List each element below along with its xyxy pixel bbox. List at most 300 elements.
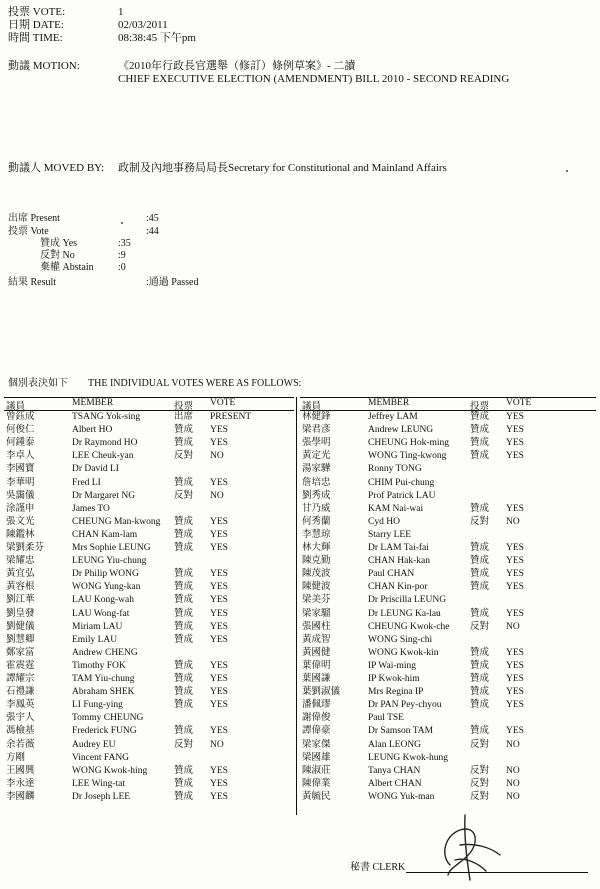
member-name-en: James TO <box>72 503 110 514</box>
member-vote-zh: 贊成 <box>174 660 194 671</box>
member-name-zh: 詹培忠 <box>302 477 331 488</box>
member-name-zh: 陳克勤 <box>302 556 331 567</box>
member-vote-en: YES <box>210 660 228 671</box>
member-vote-en: NO <box>506 516 520 527</box>
member-name-zh: 梁耀忠 <box>6 556 35 567</box>
member-row <box>4 699 294 712</box>
member-name-en: Tanya CHAN <box>368 765 421 776</box>
table-top-rule-left <box>4 397 294 398</box>
member-name-zh: 王國興 <box>6 765 35 776</box>
member-row <box>300 477 590 490</box>
motion-label: 動議 MOTION: <box>8 60 80 72</box>
member-vote-en: YES <box>506 674 524 684</box>
member-row <box>4 634 294 647</box>
member-vote-en: PRESENT <box>210 412 252 422</box>
member-name-en: CHIM Pui-chung <box>368 477 435 488</box>
member-row <box>4 516 294 529</box>
member-row <box>4 411 294 424</box>
scan-speck <box>566 170 568 172</box>
member-name-en: WONG Yung-kan <box>72 582 141 593</box>
member-name-en: CHEUNG Hok-ming <box>368 438 450 449</box>
member-name-en: Vincent FANG <box>72 752 130 763</box>
member-vote-zh: 反對 <box>174 451 194 462</box>
member-name-en: Abraham SHEK <box>72 687 135 698</box>
member-row <box>4 490 294 503</box>
member-name-en: Albert CHAN <box>368 778 422 789</box>
individual-heading-en: THE INDIVIDUAL VOTES WERE AS FOLLOWS: <box>88 378 302 389</box>
member-name-zh: 李國寶 <box>6 464 35 475</box>
member-name-zh: 林健鋒 <box>302 412 331 422</box>
member-vote-en: YES <box>210 438 228 449</box>
member-name-en: Ronny TONG <box>368 464 422 475</box>
member-name-zh: 陳鑑林 <box>6 529 35 540</box>
member-row <box>300 673 590 686</box>
left-header-member-zh: 議員 <box>6 402 26 412</box>
member-vote-en: YES <box>210 595 228 606</box>
member-name-zh: 陳健波 <box>302 582 331 593</box>
member-name-zh: 黃定光 <box>302 451 331 462</box>
member-vote-zh: 反對 <box>174 739 194 750</box>
member-name-en: Tommy CHEUNG <box>72 713 144 724</box>
member-vote-en: YES <box>210 425 228 436</box>
member-vote-en: NO <box>210 490 224 501</box>
member-name-zh: 涂謹申 <box>6 503 35 514</box>
member-name-zh: 陳偉業 <box>302 778 331 789</box>
member-vote-en: YES <box>506 700 524 711</box>
member-row <box>4 673 294 686</box>
member-name-zh: 葉劉淑儀 <box>302 687 341 698</box>
member-name-en: TAM Yiu-chung <box>72 674 135 684</box>
clerk-label: 秘書 CLERK <box>350 862 406 873</box>
member-name-zh: 黃成智 <box>302 634 331 645</box>
member-name-en: Dr David LI <box>72 464 119 475</box>
member-name-zh: 何秀蘭 <box>302 516 331 527</box>
member-name-en: WONG Ting-kwong <box>368 451 447 462</box>
member-row <box>4 463 294 476</box>
member-vote-zh: 贊成 <box>174 778 194 789</box>
member-vote-en: YES <box>506 647 524 658</box>
member-vote-zh: 贊成 <box>470 438 490 449</box>
member-vote-en: YES <box>506 438 524 449</box>
member-name-zh: 劉江華 <box>6 595 35 606</box>
member-row <box>4 647 294 660</box>
member-vote-zh: 贊成 <box>174 477 194 488</box>
no-value: :9 <box>118 250 126 261</box>
member-name-en: Jeffrey LAM <box>368 412 418 422</box>
member-name-en: Mrs Regina IP <box>368 687 424 698</box>
table-center-divider <box>296 397 297 815</box>
member-row <box>4 725 294 738</box>
member-name-zh: 劉秀成 <box>302 490 331 501</box>
member-row <box>4 686 294 699</box>
member-vote-zh: 贊成 <box>174 438 194 449</box>
member-name-zh: 張宇人 <box>6 713 35 724</box>
member-row <box>4 529 294 542</box>
member-row <box>300 594 590 607</box>
member-row <box>300 621 590 634</box>
member-vote-zh: 贊成 <box>174 425 194 436</box>
abstain-label: 棄權 Abstain <box>40 262 94 273</box>
member-name-en: CHAN Kin-por <box>368 582 428 593</box>
member-name-en: Dr Philip WONG <box>72 569 139 580</box>
moved-by-value: 政制及內地事務局局長Secretary for Constitutional and Mainland Affairs <box>118 162 447 174</box>
member-vote-en: NO <box>506 739 520 750</box>
member-row <box>300 581 590 594</box>
member-row <box>300 712 590 725</box>
member-vote-zh: 贊成 <box>470 647 490 658</box>
member-row <box>300 686 590 699</box>
member-vote-en: YES <box>506 687 524 698</box>
member-vote-zh: 贊成 <box>174 569 194 580</box>
member-name-en: CHEUNG Man-kwong <box>72 516 161 527</box>
member-vote-en: YES <box>506 543 524 553</box>
member-row <box>300 424 590 437</box>
present-label: 出席 Present <box>8 213 60 224</box>
member-name-en: Alan LEONG <box>368 739 422 750</box>
member-vote-en: YES <box>210 608 228 619</box>
result-value: :通過 Passed <box>146 277 199 288</box>
member-vote-en: YES <box>506 608 524 619</box>
member-row <box>300 503 590 516</box>
member-name-en: LAU Kong-wah <box>72 595 135 606</box>
member-name-zh: 梁家傑 <box>302 739 331 750</box>
member-name-en: CHAN Hak-kan <box>368 556 431 567</box>
member-vote-zh: 贊成 <box>174 674 194 684</box>
member-row <box>300 450 590 463</box>
member-vote-en: YES <box>506 451 524 462</box>
member-name-zh: 陳茂波 <box>302 569 331 580</box>
moved-by-label: 動議人 MOVED BY: <box>8 162 105 174</box>
member-vote-en: NO <box>506 778 520 789</box>
member-vote-zh: 反對 <box>470 739 490 750</box>
member-row <box>4 437 294 450</box>
member-name-en: Paul TSE <box>368 713 404 724</box>
member-vote-zh: 贊成 <box>470 451 490 462</box>
member-vote-en: YES <box>210 687 228 698</box>
member-vote-en: YES <box>210 516 228 527</box>
member-vote-en: YES <box>210 634 228 645</box>
member-row <box>4 712 294 725</box>
member-name-zh: 方剛 <box>6 752 26 763</box>
member-name-zh: 林大輝 <box>302 543 331 553</box>
left-header-vote-en: VOTE <box>210 398 236 408</box>
member-name-zh: 黃容根 <box>6 582 35 593</box>
member-name-en: Fred LI <box>72 477 101 488</box>
member-name-zh: 何鍾泰 <box>6 438 35 449</box>
member-row <box>4 542 294 555</box>
member-row <box>300 647 590 660</box>
vote-number-label: 投票 VOTE: <box>8 6 66 18</box>
member-vote-en: NO <box>506 791 520 802</box>
member-name-zh: 吳靄儀 <box>6 490 35 501</box>
member-row <box>300 516 590 529</box>
member-vote-zh: 贊成 <box>470 425 490 436</box>
yes-label: 贊成 Yes <box>40 238 78 249</box>
member-name-zh: 李華明 <box>6 477 35 488</box>
member-name-en: Andrew CHENG <box>72 647 138 658</box>
member-row <box>4 450 294 463</box>
member-row <box>300 699 590 712</box>
member-name-en: Miriam LAU <box>72 621 123 632</box>
member-name-zh: 劉慧卿 <box>6 634 35 645</box>
left-header-member-en: MEMBER <box>72 398 114 408</box>
clerk-signature <box>420 805 510 885</box>
member-vote-en: YES <box>210 778 228 789</box>
member-vote-zh: 贊成 <box>470 569 490 580</box>
scan-speck <box>121 222 123 224</box>
member-name-en: Albert HO <box>72 425 113 436</box>
member-vote-zh: 反對 <box>470 621 490 632</box>
member-name-zh: 張國柱 <box>302 621 331 632</box>
motion-title-zh: 《2010年行政長官選舉（修訂）條例草案》- 二讀 <box>118 60 356 72</box>
member-name-en: Dr Raymond HO <box>72 438 138 449</box>
member-vote-zh: 贊成 <box>470 543 490 553</box>
member-row <box>300 660 590 673</box>
member-name-zh: 曾鈺成 <box>6 412 35 422</box>
vote-count-value: :44 <box>146 226 159 237</box>
member-row <box>4 752 294 765</box>
right-header-vote-en: VOTE <box>506 398 532 408</box>
member-row <box>300 529 590 542</box>
member-name-en: LEUNG Kwok-hung <box>368 752 448 763</box>
member-name-zh: 張學明 <box>302 438 331 449</box>
member-vote-zh: 贊成 <box>470 608 490 619</box>
member-row <box>300 778 590 791</box>
member-name-zh: 李慧琼 <box>302 529 331 540</box>
member-row <box>4 424 294 437</box>
member-row <box>300 555 590 568</box>
member-name-en: CHEUNG Kwok-che <box>368 621 450 632</box>
member-vote-zh: 贊成 <box>470 556 490 567</box>
member-vote-zh: 贊成 <box>470 700 490 711</box>
member-name-en: Dr Samson TAM <box>368 726 434 737</box>
member-row <box>300 634 590 647</box>
individual-heading-zh: 個別表決如下 <box>8 378 68 389</box>
present-value: :45 <box>146 213 159 224</box>
member-name-en: Paul CHAN <box>368 569 415 580</box>
member-name-en: LEE Wing-tat <box>72 778 125 789</box>
member-vote-zh: 贊成 <box>174 595 194 606</box>
member-vote-en: YES <box>210 765 228 776</box>
left-header-vote-zh: 投票 <box>174 402 194 412</box>
member-vote-en: NO <box>506 621 520 632</box>
member-row <box>300 739 590 752</box>
member-vote-en: YES <box>506 582 524 593</box>
member-name-zh: 何俊仁 <box>6 425 35 436</box>
member-row <box>300 608 590 621</box>
member-name-en: Dr Priscilla LEUNG <box>368 595 447 606</box>
member-vote-en: YES <box>506 569 524 580</box>
member-name-zh: 鄭家富 <box>6 647 35 658</box>
vote-count-label: 投票 Vote <box>8 226 49 237</box>
member-vote-zh: 贊成 <box>174 791 194 802</box>
member-name-zh: 黃宜弘 <box>6 569 35 580</box>
member-name-en: WONG Sing-chi <box>368 634 433 645</box>
member-name-en: Timothy FOK <box>72 660 126 671</box>
member-name-en: Dr Margaret NG <box>72 490 136 501</box>
member-vote-zh: 贊成 <box>174 700 194 711</box>
member-vote-zh: 贊成 <box>174 582 194 593</box>
member-name-en: IP Kwok-him <box>368 674 420 684</box>
member-vote-en: YES <box>210 621 228 632</box>
member-name-en: LEE Cheuk-yan <box>72 451 134 462</box>
member-name-zh: 湯家驊 <box>302 464 331 475</box>
member-row <box>4 791 294 804</box>
member-name-zh: 甘乃威 <box>302 503 331 514</box>
member-name-zh: 李卓人 <box>6 451 35 462</box>
member-row <box>4 594 294 607</box>
date-label: 日期 DATE: <box>8 19 64 31</box>
member-row <box>4 778 294 791</box>
member-vote-zh: 贊成 <box>470 503 490 514</box>
member-name-en: TSANG Yok-sing <box>72 412 141 422</box>
clerk-signature-line <box>406 872 588 873</box>
member-vote-en: NO <box>506 765 520 776</box>
member-row <box>300 463 590 476</box>
member-vote-en: NO <box>210 739 224 750</box>
member-vote-zh: 反對 <box>470 516 490 527</box>
member-vote-en: NO <box>210 451 224 462</box>
motion-title-en: CHIEF EXECUTIVE ELECTION (AMENDMENT) BILL 2010 - SECOND READING <box>118 73 510 85</box>
result-label: 結果 Result <box>8 277 57 288</box>
no-label: 反對 No <box>40 250 75 261</box>
member-row <box>300 765 590 778</box>
member-name-en: IP Wai-ming <box>368 660 417 671</box>
member-vote-en: YES <box>210 700 228 711</box>
member-name-zh: 余若薇 <box>6 739 35 750</box>
member-vote-zh: 贊成 <box>174 608 194 619</box>
member-row <box>300 542 590 555</box>
member-row <box>4 477 294 490</box>
member-name-zh: 譚偉豪 <box>302 726 331 737</box>
member-name-zh: 梁家騮 <box>302 608 331 619</box>
member-vote-zh: 贊成 <box>470 674 490 684</box>
right-header-vote-zh: 投票 <box>470 402 490 412</box>
member-vote-zh: 贊成 <box>174 543 194 553</box>
member-vote-zh: 贊成 <box>470 687 490 698</box>
member-vote-en: YES <box>210 582 228 593</box>
member-name-en: Mrs Sophie LEUNG <box>72 543 151 553</box>
member-name-en: Audrey EU <box>72 739 116 750</box>
member-row <box>4 660 294 673</box>
member-vote-zh: 反對 <box>470 765 490 776</box>
member-vote-zh: 贊成 <box>174 726 194 737</box>
member-name-zh: 劉健儀 <box>6 621 35 632</box>
member-row <box>4 621 294 634</box>
time-label: 時間 TIME: <box>8 32 63 44</box>
member-vote-en: YES <box>506 726 524 737</box>
member-name-en: Dr LEUNG Ka-lau <box>368 608 441 619</box>
member-name-en: LEUNG Yiu-chung <box>72 556 147 567</box>
member-name-zh: 李國麟 <box>6 791 35 802</box>
member-vote-en: YES <box>210 791 228 802</box>
date-value: 02/03/2011 <box>118 19 168 31</box>
yes-value: :35 <box>118 238 131 249</box>
member-name-zh: 李鳳英 <box>6 700 35 711</box>
member-name-en: Dr LAM Tai-fai <box>368 543 429 553</box>
member-vote-zh: 贊成 <box>174 516 194 527</box>
member-row <box>300 752 590 765</box>
vote-number-value: 1 <box>118 6 124 18</box>
time-value: 08:38:45 下午pm <box>118 32 196 44</box>
member-name-en: Emily LAU <box>72 634 118 645</box>
member-vote-en: YES <box>506 412 524 422</box>
member-name-en: Frederick FUNG <box>72 726 137 737</box>
member-vote-en: YES <box>506 503 524 514</box>
member-vote-zh: 贊成 <box>174 621 194 632</box>
member-vote-zh: 贊成 <box>174 765 194 776</box>
member-name-en: Cyd HO <box>368 516 400 527</box>
member-vote-en: YES <box>506 660 524 671</box>
member-row <box>4 568 294 581</box>
member-name-en: Dr PAN Pey-chyou <box>368 700 442 711</box>
member-name-en: Dr Joseph LEE <box>72 791 131 802</box>
member-vote-zh: 贊成 <box>174 634 194 645</box>
member-row <box>300 568 590 581</box>
member-row <box>300 411 590 424</box>
member-row <box>300 725 590 738</box>
member-name-zh: 李永達 <box>6 778 35 789</box>
member-vote-zh: 贊成 <box>470 660 490 671</box>
member-name-en: WONG Yuk-man <box>368 791 435 802</box>
member-name-en: CHAN Kam-lam <box>72 529 138 540</box>
member-row <box>300 791 590 804</box>
member-vote-zh: 贊成 <box>174 529 194 540</box>
member-name-zh: 馮檢基 <box>6 726 35 737</box>
member-row <box>300 437 590 450</box>
abstain-value: :0 <box>118 262 126 273</box>
member-name-zh: 霍震霆 <box>6 660 35 671</box>
member-row <box>4 555 294 568</box>
member-vote-zh: 贊成 <box>470 582 490 593</box>
member-row <box>4 581 294 594</box>
member-row <box>4 765 294 778</box>
member-vote-en: YES <box>210 543 228 553</box>
right-header-member-en: MEMBER <box>368 398 410 408</box>
member-vote-en: YES <box>506 556 524 567</box>
member-name-zh: 黃毓民 <box>302 791 331 802</box>
member-name-zh: 梁劉柔芬 <box>6 543 45 553</box>
member-vote-zh: 反對 <box>174 490 194 501</box>
member-vote-zh: 反對 <box>470 778 490 789</box>
member-row <box>300 490 590 503</box>
right-header-member-zh: 議員 <box>302 402 322 412</box>
member-name-en: Starry LEE <box>368 529 412 540</box>
member-row <box>4 503 294 516</box>
member-row <box>4 739 294 752</box>
member-vote-zh: 贊成 <box>174 687 194 698</box>
member-name-zh: 黃國健 <box>302 647 331 658</box>
member-name-zh: 梁美芬 <box>302 595 331 606</box>
member-name-zh: 謝偉俊 <box>302 713 331 724</box>
member-vote-zh: 反對 <box>470 791 490 802</box>
member-name-zh: 葉偉明 <box>302 660 331 671</box>
member-vote-zh: 贊成 <box>470 412 490 422</box>
member-name-en: WONG Kwok-kin <box>368 647 439 658</box>
member-vote-en: YES <box>210 726 228 737</box>
member-vote-zh: 贊成 <box>470 726 490 737</box>
member-name-en: LAU Wong-fat <box>72 608 130 619</box>
member-vote-en: YES <box>210 674 228 684</box>
member-name-zh: 潘佩璆 <box>302 700 331 711</box>
member-name-zh: 譚耀宗 <box>6 674 35 684</box>
member-name-zh: 陳淑莊 <box>302 765 331 776</box>
member-name-en: Prof Patrick LAU <box>368 490 436 501</box>
member-name-zh: 劉皇發 <box>6 608 35 619</box>
member-vote-en: YES <box>210 569 228 580</box>
member-name-zh: 梁君彥 <box>302 425 331 436</box>
member-name-zh: 葉國謙 <box>302 674 331 684</box>
